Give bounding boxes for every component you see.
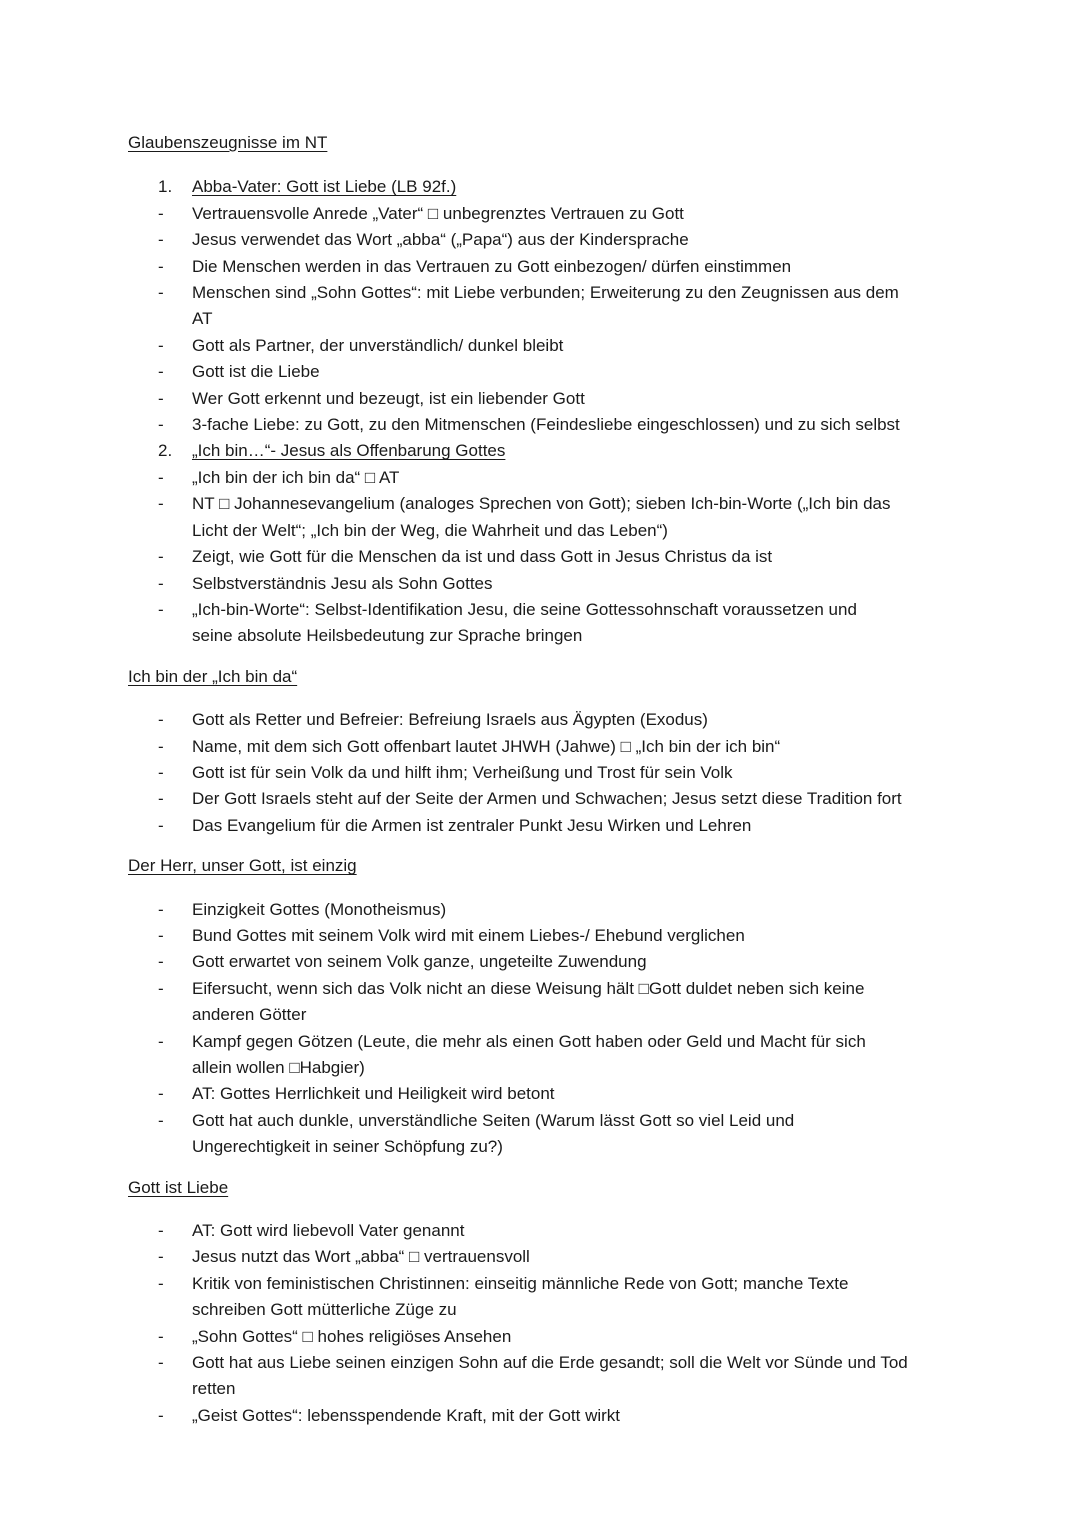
item-text <box>192 333 1020 359</box>
list-item <box>128 227 1020 253</box>
item-line: Gott als Retter und Befreier: Befreiung Israels aus Ägypten (Exodus) <box>192 710 708 730</box>
item-marker: - <box>158 1031 164 1051</box>
item-line: Kampf gegen Götzen (Leute, die mehr als einen Gott haben oder Geld und Macht für sich <box>192 1031 866 1051</box>
item-text <box>192 1324 1020 1350</box>
list-item <box>128 1244 1020 1270</box>
item-line: schreiben Gott mütterliche Züge zu <box>192 1300 457 1320</box>
item-marker: - <box>158 573 164 593</box>
item-marker: - <box>158 1084 164 1104</box>
item-line: Wer Gott erkennt und bezeugt, ist ein liebender Gott <box>192 388 585 408</box>
item-line: Gott als Partner, der unverständlich/ dunkel bleibt <box>192 335 564 355</box>
item-text <box>192 544 1020 570</box>
item-text <box>192 571 1020 597</box>
item-marker: - <box>158 1326 164 1346</box>
item-text <box>192 1218 1020 1244</box>
item-marker: - <box>158 736 164 756</box>
item-marker: - <box>158 1221 164 1241</box>
item-marker: - <box>158 762 164 782</box>
document-section <box>128 664 1020 839</box>
item-marker: - <box>158 1247 164 1267</box>
item-marker: - <box>158 1110 164 1130</box>
list-item <box>128 923 1020 949</box>
document-content <box>128 130 1020 1429</box>
item-line: Bund Gottes mit seinem Volk wird mit einem Liebes-/ Ehebund verglichen <box>192 925 745 945</box>
list-item <box>128 1029 1020 1082</box>
item-line: allein wollen □Habgier) <box>192 1058 365 1077</box>
item-marker: - <box>158 203 164 223</box>
heading-text: Der Herr, unser Gott, ist einzig <box>128 856 357 876</box>
item-marker: 2. <box>158 441 173 461</box>
heading-text: Ich bin der „Ich bin da“ <box>128 666 298 686</box>
section-heading <box>128 664 1020 690</box>
item-marker: - <box>158 362 164 382</box>
item-text <box>192 923 1020 949</box>
item-line: Der Gott Israels steht auf der Seite der Armen und Schwachen; Jesus setzt diese Tradition fort <box>192 789 902 809</box>
item-text <box>192 707 1020 733</box>
item-marker: - <box>158 415 164 435</box>
list-item <box>128 544 1020 570</box>
section-heading <box>128 853 1020 879</box>
list-item <box>128 1218 1020 1244</box>
item-text <box>192 813 1020 839</box>
item-line: Gott hat auch dunkle, unverständliche Seiten (Warum lässt Gott so viel Leid und <box>192 1110 795 1130</box>
list-item <box>128 734 1020 760</box>
item-marker: - <box>158 599 164 619</box>
item-line: Eifersucht, wenn sich das Volk nicht an diese Weisung hält □Gott duldet neben sich keine <box>192 978 865 998</box>
list-item <box>128 1350 1020 1403</box>
item-line: Kritik von feministischen Christinnen: einseitig männliche Rede von Gott; manche Texte <box>192 1273 849 1293</box>
item-line: „Sohn Gottes“ □ hohes religiöses Ansehen <box>192 1326 512 1346</box>
item-line: Einzigkeit Gottes (Monotheismus) <box>192 899 447 919</box>
item-text <box>192 1029 1020 1082</box>
item-line: „Ich bin der ich bin da“ □ AT <box>192 467 400 487</box>
item-line: Jesus nutzt das Wort „abba“ □ vertrauensvoll <box>192 1247 530 1267</box>
item-line: NT □ Johannesevangelium (analoges Sprechen von Gott); sieben Ich-bin-Worte („Ich bin das <box>192 494 891 514</box>
item-marker: - <box>158 1405 164 1425</box>
list-item <box>128 280 1020 333</box>
item-text <box>192 786 1020 812</box>
heading-text: Glaubenszeugnisse im NT <box>128 133 328 152</box>
list-item <box>128 333 1020 359</box>
item-line: AT: Gott wird liebevoll Vater genannt <box>192 1221 465 1241</box>
item-marker: - <box>158 230 164 250</box>
list-item <box>128 707 1020 733</box>
item-line: Zeigt, wie Gott für die Menschen da ist und dass Gott in Jesus Christus da ist <box>192 547 773 567</box>
item-line: Gott erwartet von seinem Volk ganze, ungeteilte Zuwendung <box>192 952 647 972</box>
item-text <box>192 386 1020 412</box>
list-item <box>128 949 1020 975</box>
item-text <box>192 227 1020 253</box>
item-line: Selbstverständnis Jesu als Sohn Gottes <box>192 573 493 593</box>
item-text <box>192 1081 1020 1107</box>
item-line: Name, mit dem sich Gott offenbart lautet JHWH (Jahwe) □ „Ich bin der ich bin“ <box>192 736 781 756</box>
item-marker: - <box>158 256 164 276</box>
item-marker: - <box>158 978 164 998</box>
item-line: „Ich bin…“- Jesus als Offenbarung Gottes <box>192 441 506 461</box>
item-marker: - <box>158 467 164 487</box>
section-heading <box>128 1175 1020 1201</box>
item-text <box>192 897 1020 923</box>
list-item <box>128 491 1020 544</box>
item-marker: - <box>158 335 164 355</box>
heading-text: Gott ist Liebe <box>128 1177 229 1197</box>
item-marker: - <box>158 1353 164 1373</box>
item-text <box>192 254 1020 280</box>
item-marker: 1. <box>158 177 173 197</box>
item-line: Das Evangelium für die Armen ist zentraler Punkt Jesu Wirken und Lehren <box>192 815 752 835</box>
list-item <box>128 174 1020 200</box>
item-line: Die Menschen werden in das Vertrauen zu Gott einbezogen/ dürfen einstimmen <box>192 256 792 276</box>
item-line: AT: Gottes Herrlichkeit und Heiligkeit wird betont <box>192 1084 555 1104</box>
item-text <box>192 760 1020 786</box>
item-text <box>192 174 1020 200</box>
item-text <box>192 949 1020 975</box>
list-item <box>128 201 1020 227</box>
item-text <box>192 1108 1020 1161</box>
list-item <box>128 359 1020 385</box>
item-line: „Geist Gottes“: lebensspendende Kraft, mit der Gott wirkt <box>192 1405 621 1425</box>
item-text <box>192 438 1020 464</box>
item-line: Jesus verwendet das Wort „abba“ („Papa“) aus der Kindersprache <box>192 230 689 250</box>
list-item <box>128 1108 1020 1161</box>
document-section <box>128 853 1020 1160</box>
item-marker: - <box>158 1273 164 1293</box>
item-text <box>192 359 1020 385</box>
item-marker: - <box>158 388 164 408</box>
list-item <box>128 412 1020 438</box>
item-text <box>192 1403 1020 1429</box>
item-marker: - <box>158 815 164 835</box>
list-item <box>128 1324 1020 1350</box>
list-item <box>128 813 1020 839</box>
list-item <box>128 1271 1020 1324</box>
list-item <box>128 976 1020 1029</box>
item-line: Gott hat aus Liebe seinen einzigen Sohn auf die Erde gesandt; soll die Welt vor Sünde und Tod <box>192 1353 908 1373</box>
item-text <box>192 201 1020 227</box>
item-marker: - <box>158 789 164 809</box>
item-text <box>192 491 1020 544</box>
item-text <box>192 734 1020 760</box>
item-marker: - <box>158 925 164 945</box>
list-item <box>128 786 1020 812</box>
item-marker: - <box>158 547 164 567</box>
item-line: Vertrauensvolle Anrede „Vater“ □ unbegrenztes Vertrauen zu Gott <box>192 203 684 223</box>
list-item <box>128 465 1020 491</box>
item-line: Ungerechtigkeit in seiner Schöpfung zu?) <box>192 1137 503 1157</box>
item-line: anderen Götter <box>192 1005 307 1025</box>
list-item <box>128 760 1020 786</box>
document-section <box>128 130 1020 650</box>
page-title <box>128 130 1020 156</box>
item-marker: - <box>158 952 164 972</box>
item-text <box>192 1350 1020 1403</box>
item-marker: - <box>158 899 164 919</box>
item-line: Gott ist die Liebe <box>192 362 320 382</box>
item-line: Menschen sind „Sohn Gottes“: mit Liebe verbunden; Erweiterung zu den Zeugnissen aus dem <box>192 283 899 303</box>
list-item <box>128 386 1020 412</box>
item-text <box>192 280 1020 333</box>
item-text <box>192 1244 1020 1270</box>
list-item <box>128 571 1020 597</box>
item-text <box>192 412 1020 438</box>
item-text <box>192 1271 1020 1324</box>
list-item <box>128 897 1020 923</box>
item-line: Licht der Welt“; „Ich bin der Weg, die Wahrheit und das Leben“) <box>192 520 668 540</box>
item-line: „Ich-bin-Worte“: Selbst-Identifikation Jesu, die seine Gottessohnschaft voraussetzen und <box>192 599 857 619</box>
list-item <box>128 438 1020 464</box>
list-item <box>128 254 1020 280</box>
list-item <box>128 1403 1020 1429</box>
item-marker: - <box>158 710 164 730</box>
item-line: seine absolute Heilsbedeutung zur Sprache bringen <box>192 626 583 646</box>
item-marker: - <box>158 283 164 303</box>
item-line: 3-fache Liebe: zu Gott, zu den Mitmenschen (Feindesliebe eingeschlossen) und zu sich selbst <box>192 415 900 435</box>
item-text <box>192 465 1020 491</box>
item-line: Gott ist für sein Volk da und hilft ihm; Verheißung und Trost für sein Volk <box>192 762 733 782</box>
list-item <box>128 597 1020 650</box>
document-section <box>128 1175 1020 1430</box>
item-text <box>192 976 1020 1029</box>
item-line: AT <box>192 309 213 329</box>
item-marker: - <box>158 494 164 514</box>
item-line: Abba-Vater: Gott ist Liebe (LB 92f.) <box>192 177 457 197</box>
list-item <box>128 1081 1020 1107</box>
item-line: retten <box>192 1379 236 1399</box>
item-text <box>192 597 1020 650</box>
